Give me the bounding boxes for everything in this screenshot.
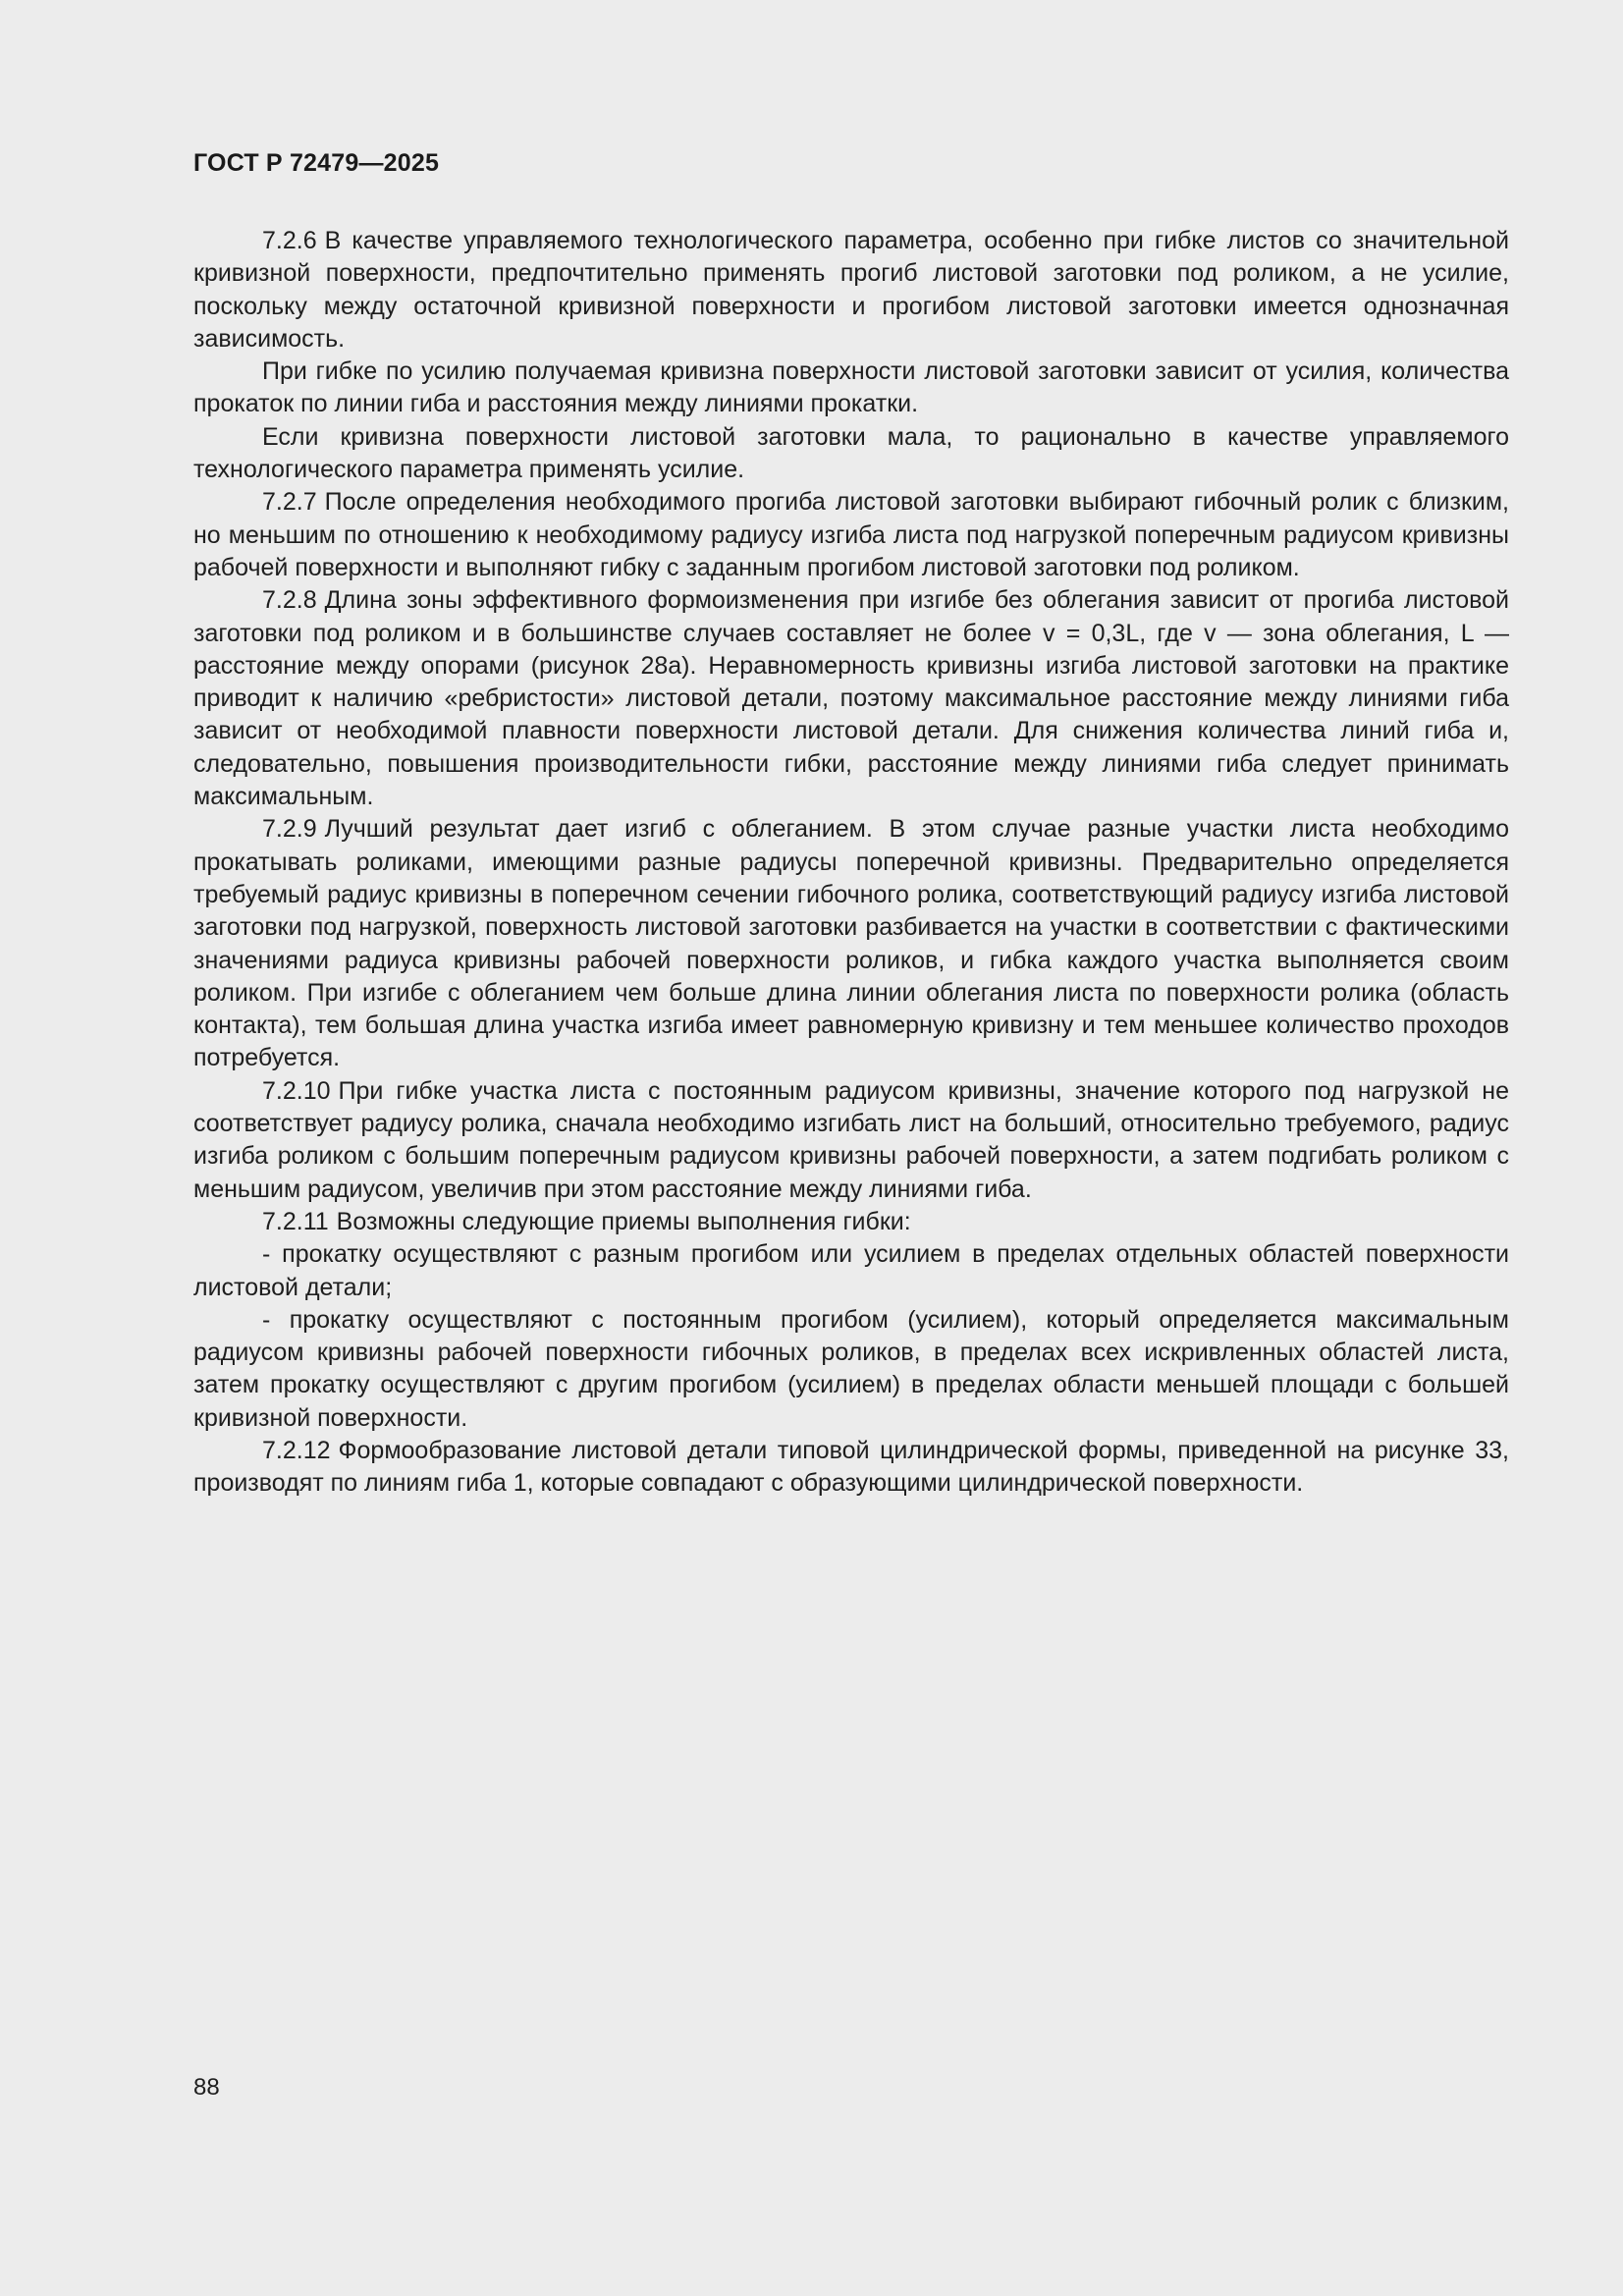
paragraph-text: При гибке по усилию получаемая кривизна поверхности листовой заготовки зависит от усилия, количества прокаток по линии гиба и расстояния между линиями прокатки. (193, 357, 1509, 418)
list-item-variable-deflection (193, 1238, 1509, 1304)
paragraph-7-2-12 (193, 1435, 1509, 1501)
clause-number: 7.2.6 (262, 227, 317, 254)
clause-number: 7.2.12 (262, 1436, 331, 1464)
paragraph-7-2-9 (193, 813, 1509, 1074)
paragraph-7-2-10 (193, 1075, 1509, 1206)
paragraph-text: Возможны следующие приемы выполнения гибки: (336, 1207, 911, 1235)
clause-number: 7.2.10 (262, 1076, 331, 1105)
paragraph-7-2-7 (193, 486, 1509, 584)
paragraph-text: - прокатку осуществляют с разным прогибом или усилием в пределах отдельных областей поверхности листовой детали; (193, 1240, 1509, 1301)
paragraph-small-curvature (193, 421, 1509, 487)
paragraph-text: Лучший результат дает изгиб с облеганием. В этом случае разные участки листа необходимо прокатывать роликами, имеющими разные радиусы поперечной кривизны. Предварительно определяется требуемый радиус кривизны в поперечном сечении гибочного ролика, соответствующий радиусу изгиба листовой заготовки под нагрузкой, поверхность листовой заготовки разбивается на участки в соответствии с фактическими значениями радиуса кривизны рабочей поверхности роликов, и гибка каждого участка выполняется своим роликом. При изгибе с облеганием чем больше длина линии облегания листа по поверхности ролика (область контакта), тем большая длина участка изгиба имеет равномерную кривизну и тем меньшее количество проходов потребуется. (193, 815, 1509, 1072)
paragraph-text: При гибке участка листа с постоянным радиусом кривизны, значение которого под нагрузкой не соответствует радиусу ролика, сначала необходимо изгибать лист на больший, относительно требуемого, радиус изгиба роликом с большим поперечным радиусом кривизны рабочей поверхности, а затем подгибать роликом с меньшим радиусом, увеличив при этом расстояние между линиями гиба. (193, 1076, 1509, 1203)
document-body (193, 225, 1509, 1501)
page-number: 88 (193, 2074, 220, 2101)
paragraph-7-2-11 (193, 1206, 1509, 1238)
paragraph-7-2-6 (193, 225, 1509, 355)
paragraph-text: - прокатку осуществляют с постоянным прогибом (усилием), который определяется максимальным радиусом кривизны рабочей поверхности гибочных роликов, в пределах всех искривленных областей листа, затем прокатку осуществляют с другим прогибом (усилием) в пределах области меньшей площади с большей кривизной поверхности. (193, 1305, 1509, 1432)
clause-number: 7.2.8 (262, 586, 317, 615)
paragraph-text: Формообразование листовой детали типовой цилиндрической формы, приведенной на рисунке 33, производят по линиям гиба 1, которые совпадают с образующими цилиндрической поверхности. (193, 1436, 1509, 1498)
clause-number: 7.2.11 (262, 1207, 329, 1235)
paragraph-text: Если кривизна поверхности листовой заготовки мала, то рационально в качестве управляемого технологического параметра применять усилие. (193, 422, 1509, 484)
document-header: ГОСТ Р 72479—2025 (193, 149, 440, 177)
list-item-constant-deflection (193, 1304, 1509, 1435)
clause-number: 7.2.7 (262, 488, 317, 517)
paragraph-text: В качестве управляемого технологического параметра, особенно при гибке листов со значительной кривизной поверхности, предпочтительно применять прогиб листовой заготовки под роликом, а не усилие, поскольку между остаточной кривизной поверхности и прогибом листовой заготовки имеется однозначная зависимость. (193, 227, 1509, 353)
paragraph-text: После определения необходимого прогиба листовой заготовки выбирают гибочный ролик с близким, но меньшим по отношению к необходимому радиусу изгиба листа под нагрузкой поперечным радиусом кривизны рабочей поверхности и выполняют гибку с заданным прогибом листовой заготовки под роликом. (193, 488, 1509, 581)
clause-number: 7.2.9 (262, 815, 317, 844)
paragraph-7-2-8 (193, 584, 1509, 813)
paragraph-text: Длина зоны эффективного формоизменения при изгибе без облегания зависит от прогиба листовой заготовки под роликом и в большинстве случаев составляет не более v = 0,3L, где v — зона облегания, L — расстояние между опорами (рисунок 28а). Неравномерность кривизны изгиба листовой заготовки на практике приводит к наличию «ребристости» листовой детали, поэтому максимальное расстояние между линиями гиба зависит от необходимой плавности поверхности листовой детали. Для снижения количества линий гиба и, следовательно, повышения производительности гибки, расстояние между линиями гиба следует принимать максимальным. (193, 586, 1509, 811)
paragraph-force-bending (193, 355, 1509, 421)
